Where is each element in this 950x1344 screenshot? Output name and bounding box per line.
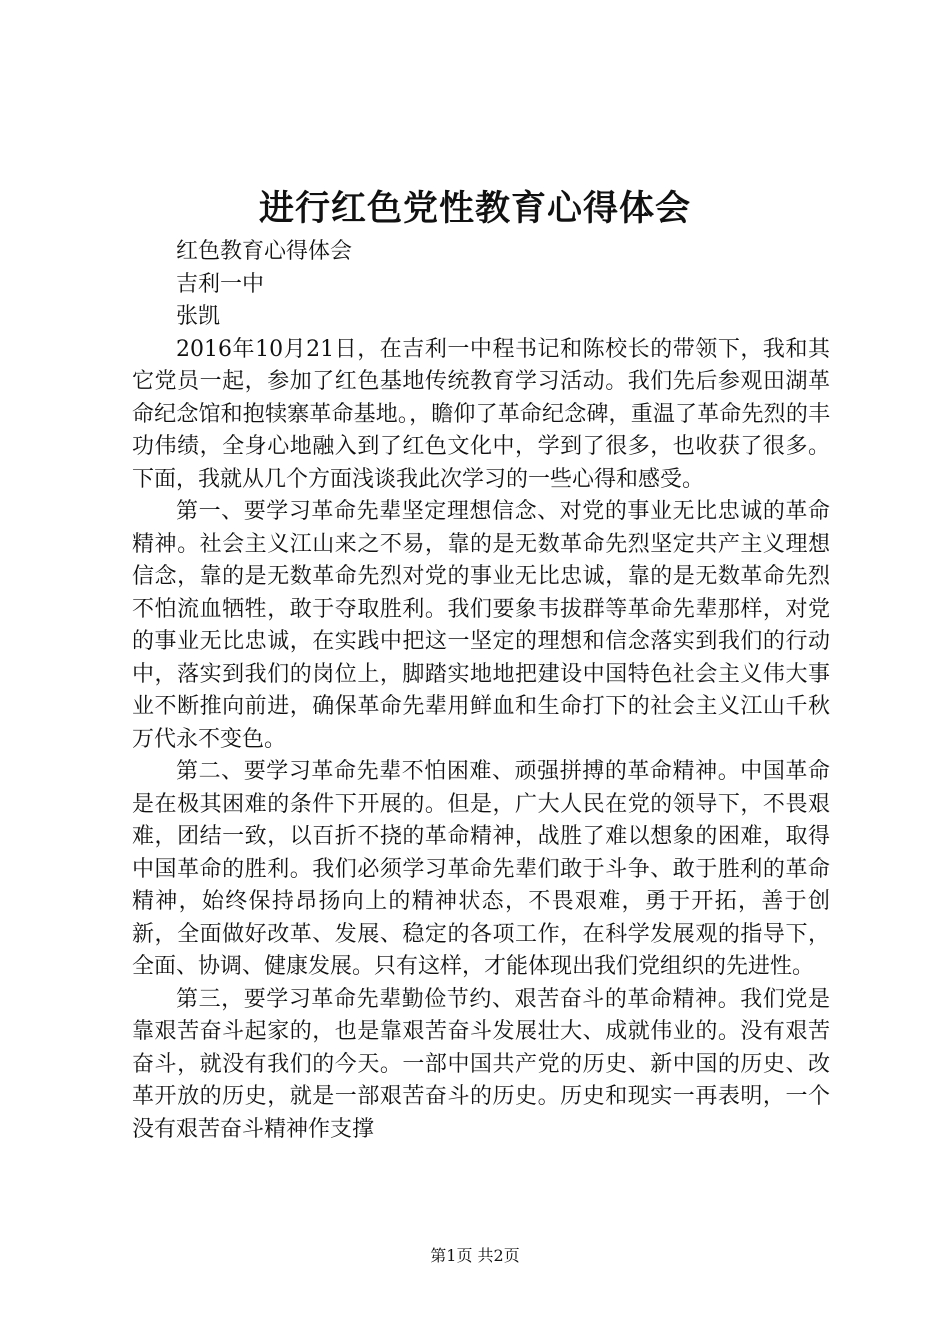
intro-paragraph: 2016年10月21日，在吉利一中程书记和陈校长的带领下，我和其它党员一起，参加了红色基地传统教育学习活动。我们先后参观田湖革命纪念馆和抱犊寨革命基地。，瞻仰了革命纪念碑，重温了革命先烈的丰功伟绩，全身心地融入到了红色文化中，学到了很多，也收获了很多。下面，我就从几个方面浅谈我此次学习的一些心得和感受。 <box>132 336 830 492</box>
author-paragraph: 张凯 <box>176 304 221 329</box>
subtitle-paragraph: 红色教育心得体会 <box>176 239 353 264</box>
document-title: 进行红色党性教育心得体会 <box>258 188 691 229</box>
school-paragraph: 吉利一中 <box>176 271 265 297</box>
body-paragraph-first: 第一、要学习革命先辈坚定理想信念、对党的事业无比忠诚的革命精神。社会主义江山来之不易，靠的是无数革命先烈坚定共产主义理想信念，靠的是无数革命先烈对党的事业无比忠诚，靠的是无数革命先烈不怕流血牺牲，敢于夺取胜利。我们要象韦拔群等革命先辈那样，对党的事业无比忠诚，在实践中把这一坚定的理想和信念落实到我们的行动中，落实到我们的岗位上，脚踏实地地把建设中国特色社会主义伟大事业不断推向前进，确保革命先辈用鲜血和生命打下的社会主义江山千秋万代永不变色。 <box>132 499 830 752</box>
body-paragraph-second: 第二、要学习革命先辈不怕困难、顽强拼搏的革命精神。中国革命是在极其困难的条件下开展的。但是，广大人民在党的领导下，不畏艰难，团结一致，以百折不挠的革命精神，战胜了难以想象的困难，取得中国革命的胜利。我们必须学习革命先辈们敢于斗争、敢于胜利的革命精神，始终保持昂扬向上的精神状态，不畏艰难，勇于开拓，善于创新，全面做好改革、发展、稳定的各项工作，在科学发展观的指导下，全面、协调、健康发展。只有这样，才能体现出我们党组织的先进性。 <box>132 759 830 979</box>
body-paragraph-third: 第三，要学习革命先辈勤俭节约、艰苦奋斗的革命精神。我们党是靠艰苦奋斗起家的，也是靠艰苦奋斗发展壮大、成就伟业的。没有艰苦奋斗，就没有我们的今天。一部中国共产党的历史、新中国的历史、改革开放的历史，就是一部艰苦奋斗的历史。历史和现实一再表明，一个没有艰苦奋斗精神作支撑 <box>132 986 830 1142</box>
page-footer: 第1页 共2页 <box>430 1246 520 1265</box>
document-body <box>132 236 830 1146</box>
